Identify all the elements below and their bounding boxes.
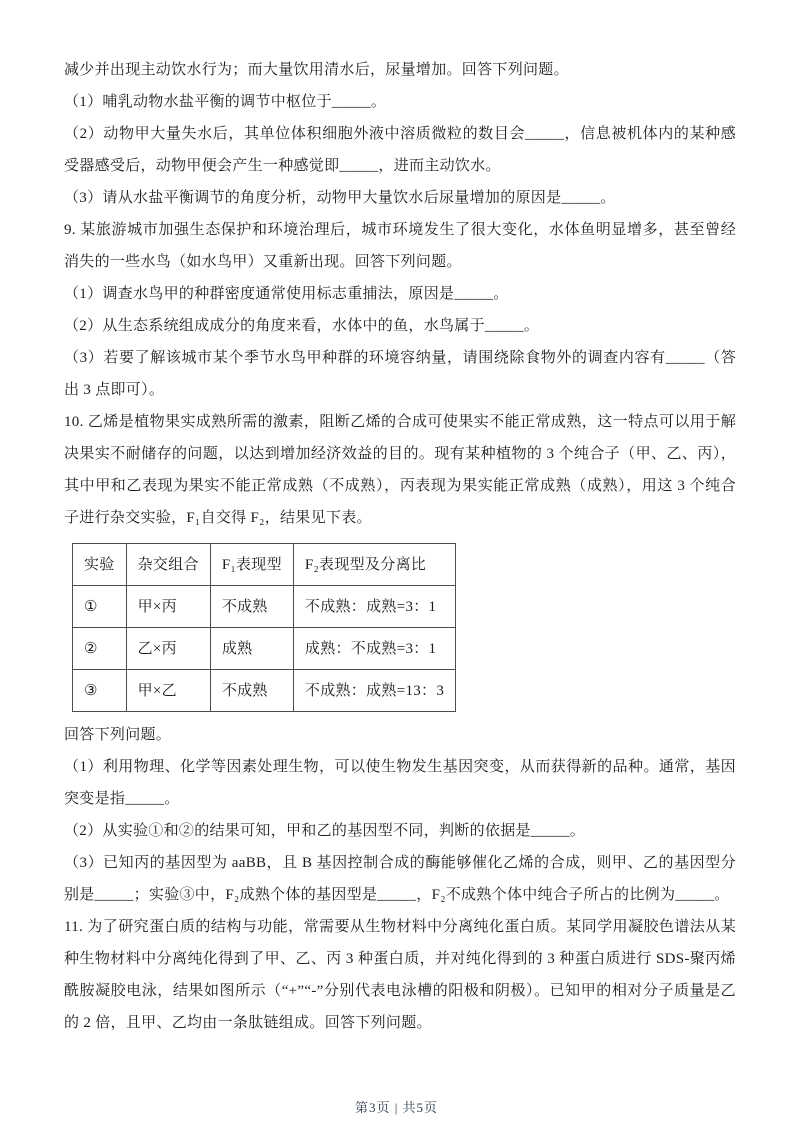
table-header-row bbox=[73, 544, 456, 586]
page-number-label: 第3页 | 共5页 bbox=[354, 1100, 439, 1115]
q8-part1-text: （1）哺乳动物水盐平衡的调节中枢位于_____。 bbox=[64, 94, 387, 110]
table-cell: 成熟 bbox=[210, 628, 293, 670]
q10-part3-text: （3）已知丙的基因型为 aaBB，且 B 基因控制合成的酶能够催化乙烯的合成，则甲、乙的基因型分别是_____；实验③中，F₂成熟个体的基因型是_____，F₂不成熟个体中纯合子所占的比例为_____。 bbox=[64, 855, 736, 903]
table-cell: 甲×丙 bbox=[126, 586, 210, 628]
q10-part1-text: （1）利用物理、化学等因素处理生物，可以使生物发生基因突变，从而获得新的品种。通常，基因突变是指_____。 bbox=[64, 759, 736, 807]
page-footer bbox=[0, 1097, 793, 1116]
table-cell: 乙×丙 bbox=[126, 628, 210, 670]
exam-content bbox=[64, 54, 736, 1039]
table-row bbox=[73, 586, 456, 628]
q11-intro-text: 11. 为了研究蛋白质的结构与功能，常需要从生物材料中分离纯化蛋白质。某同学用凝胶色谱法从某种生物材料中分离纯化得到了甲、乙、丙 3 种蛋白质，并对纯化得到的 3 种蛋白质进行 SDS-聚丙烯酰胺凝胶电泳，结果如图所示（“+”“-”分别代表电泳槽的阳极和阴极）。已知甲的相对分子质量是乙的 2 倍，且甲、乙均由一条肽链组成。回答下列问题。 bbox=[64, 919, 736, 1031]
q10-part2-text: （2）从实验①和②的结果可知，甲和乙的基因型不同，判断的依据是_____。 bbox=[64, 823, 586, 839]
q10-intro-text: 10. 乙烯是植物果实成熟所需的激素，阻断乙烯的合成可使果实不能正常成熟，这一特点可以用于解决果实不耐储存的问题，以达到增加经济效益的目的。现有某种植物的 3 个纯合子（甲、乙、丙），其中甲和乙表现为果实不能正常成熟（不成熟），丙表现为果实能正常成熟（成熟），用这 3 个纯合子进行杂交实验，F₁自交得 F₂，结果见下表。 bbox=[64, 414, 736, 526]
q9-part3-text: （3）若要了解该城市某个季节水鸟甲种群的环境容纳量，请围绕除食物外的调查内容有_____（答出 3 点即可）。 bbox=[64, 350, 736, 398]
q9-part2-text: （2）从生态系统组成成分的角度来看，水体中的鱼，水鸟属于_____。 bbox=[64, 318, 540, 334]
q9-part1-text: （1）调查水鸟甲的种群密度通常使用标志重捕法，原因是_____。 bbox=[64, 286, 509, 302]
table-cell: 不成熟 bbox=[210, 670, 293, 712]
q8-part3-text: （3）请从水盐平衡调节的角度分析，动物甲大量饮水后尿量增加的原因是_____。 bbox=[64, 190, 616, 206]
table-cell: ① bbox=[73, 586, 127, 628]
table-header-cross-combination: 杂交组合 bbox=[126, 544, 210, 586]
table-header-f1-phenotype: F₁表现型 bbox=[210, 544, 293, 586]
table-header-f2-phenotype-ratio: F₂表现型及分离比 bbox=[293, 544, 455, 586]
table-cell: 不成熟：成熟=3：1 bbox=[293, 586, 455, 628]
table-header-experiment: 实验 bbox=[73, 544, 127, 586]
q8-intro-text: 减少并出现主动饮水行为；而大量饮用清水后，尿量增加。回答下列问题。 bbox=[64, 62, 569, 78]
table-cell: ③ bbox=[73, 670, 127, 712]
table-cell: 甲×乙 bbox=[126, 670, 210, 712]
table-cell: 成熟：不成熟=3：1 bbox=[293, 628, 455, 670]
table-row bbox=[73, 628, 456, 670]
q9-intro-text: 9. 某旅游城市加强生态保护和环境治理后，城市环境发生了很大变化，水体鱼明显增多，甚至曾经消失的一些水鸟（如水鸟甲）又重新出现。回答下列问题。 bbox=[64, 222, 736, 270]
table-cell: ② bbox=[73, 628, 127, 670]
q10-cross-experiment-table bbox=[72, 543, 456, 712]
table-row bbox=[73, 670, 456, 712]
q8-part2-text: （2）动物甲大量失水后，其单位体积细胞外液中溶质微粒的数目会_____，信息被机体内的某种感受器感受后，动物甲便会产生一种感觉即_____，进而主动饮水。 bbox=[64, 126, 736, 174]
table-cell: 不成熟：成熟=13：3 bbox=[293, 670, 455, 712]
table-cell: 不成熟 bbox=[210, 586, 293, 628]
q10-after-table-text: 回答下列问题。 bbox=[64, 727, 172, 743]
